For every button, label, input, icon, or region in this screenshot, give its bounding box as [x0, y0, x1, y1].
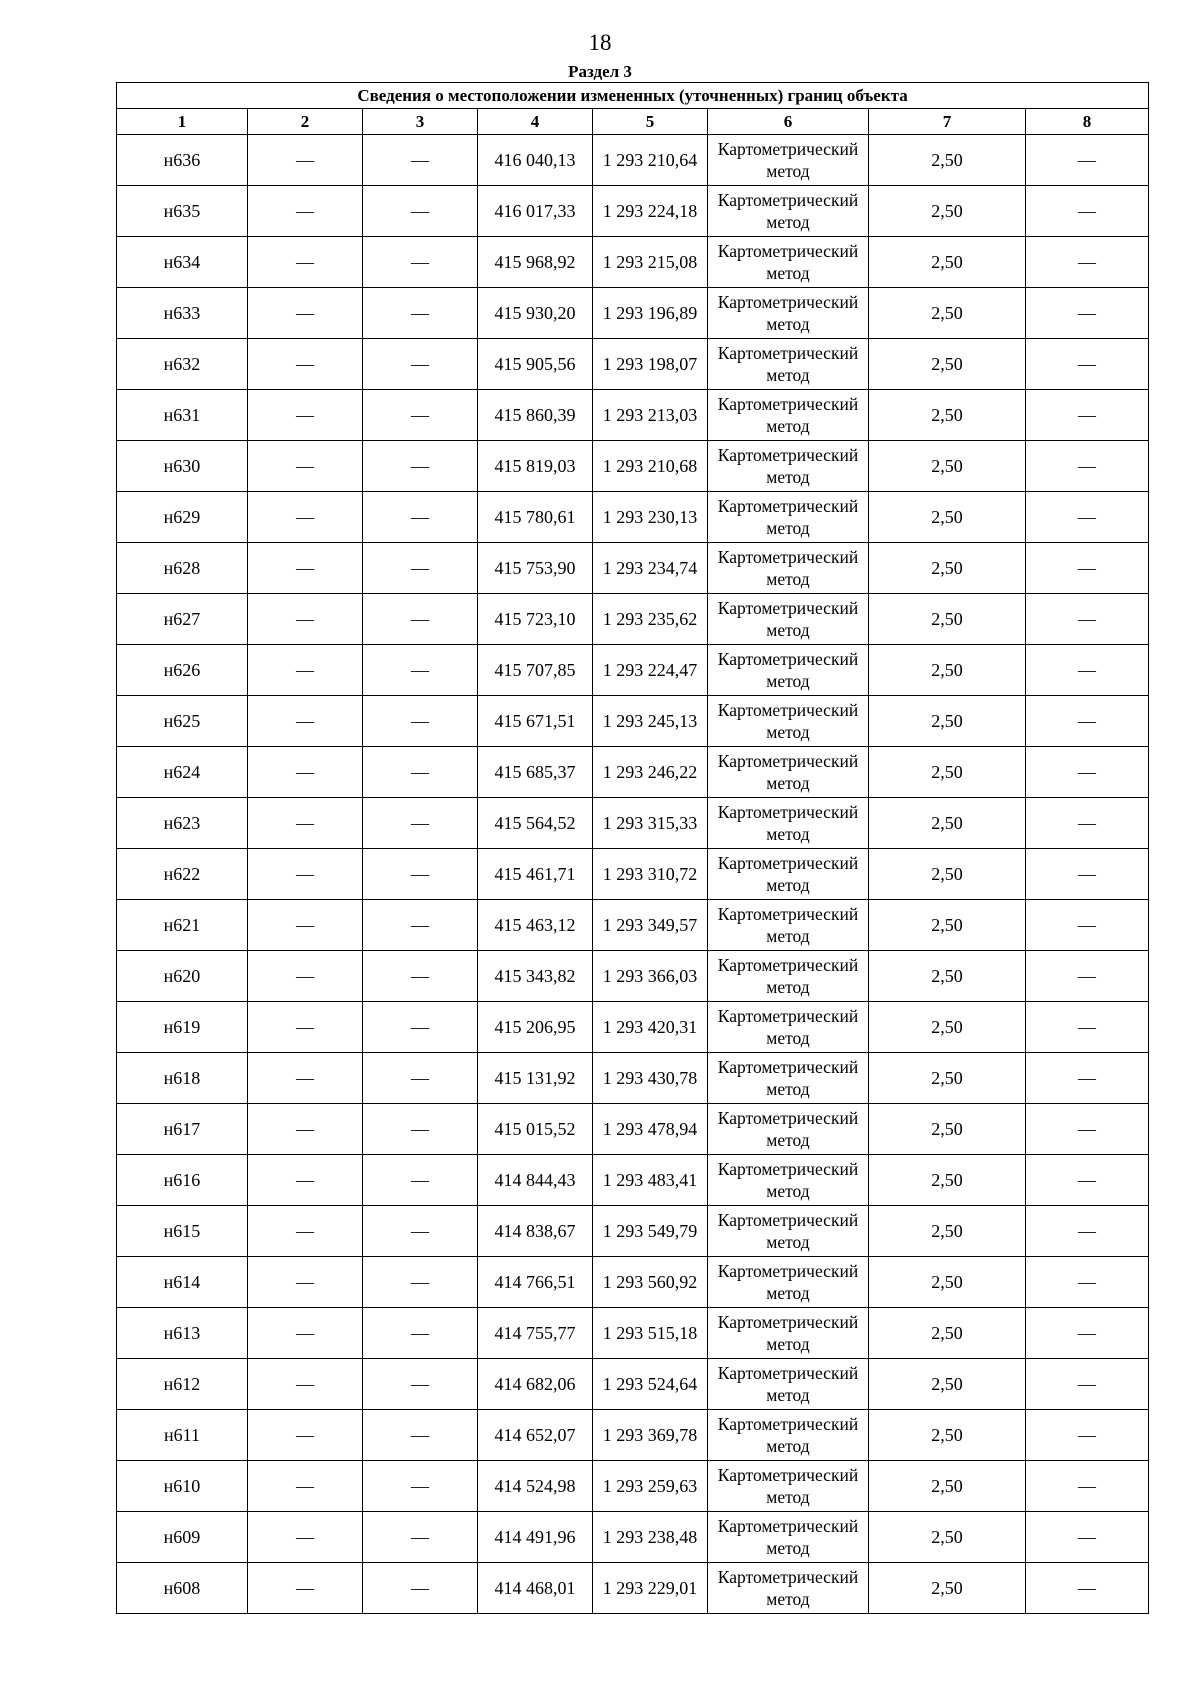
column-3-cell: —	[363, 900, 478, 951]
point-number-cell: н631	[117, 390, 248, 441]
point-number-cell: н634	[117, 237, 248, 288]
accuracy-cell: 2,50	[869, 1563, 1026, 1614]
table-row	[117, 747, 1149, 798]
point-number-cell: н632	[117, 339, 248, 390]
point-number-cell: н614	[117, 1257, 248, 1308]
x-coordinate-cell: 414 468,01	[478, 1563, 593, 1614]
x-coordinate-cell: 414 682,06	[478, 1359, 593, 1410]
column-3-cell: —	[363, 339, 478, 390]
point-number-cell: н612	[117, 1359, 248, 1410]
point-number-cell: н615	[117, 1206, 248, 1257]
column-2-cell: —	[248, 1359, 363, 1410]
table-caption-row	[117, 83, 1149, 109]
point-number-cell: н636	[117, 135, 248, 186]
accuracy-cell: 2,50	[869, 1257, 1026, 1308]
point-number-cell: н627	[117, 594, 248, 645]
x-coordinate-cell: 416 040,13	[478, 135, 593, 186]
column-8-cell: —	[1026, 237, 1149, 288]
method-cell: Картометрический метод	[708, 1257, 869, 1308]
x-coordinate-cell: 414 838,67	[478, 1206, 593, 1257]
column-number: 2	[248, 109, 363, 135]
column-2-cell: —	[248, 747, 363, 798]
method-cell: Картометрический метод	[708, 1308, 869, 1359]
column-3-cell: —	[363, 849, 478, 900]
section-title: Раздел 3	[568, 62, 632, 81]
point-number-cell: н619	[117, 1002, 248, 1053]
x-coordinate-cell: 415 968,92	[478, 237, 593, 288]
column-8-cell: —	[1026, 441, 1149, 492]
column-2-cell: —	[248, 1563, 363, 1614]
accuracy-cell: 2,50	[869, 1155, 1026, 1206]
x-coordinate-cell: 415 131,92	[478, 1053, 593, 1104]
column-3-cell: —	[363, 441, 478, 492]
table-row	[117, 1257, 1149, 1308]
y-coordinate-cell: 1 293 246,22	[593, 747, 708, 798]
accuracy-cell: 2,50	[869, 1410, 1026, 1461]
column-8-cell: —	[1026, 492, 1149, 543]
x-coordinate-cell: 415 463,12	[478, 900, 593, 951]
table-row	[117, 339, 1149, 390]
y-coordinate-cell: 1 293 235,62	[593, 594, 708, 645]
column-8-cell: —	[1026, 1155, 1149, 1206]
y-coordinate-cell: 1 293 259,63	[593, 1461, 708, 1512]
column-3-cell: —	[363, 1410, 478, 1461]
page-number: 18	[588, 30, 612, 55]
x-coordinate-cell: 414 844,43	[478, 1155, 593, 1206]
table-row	[117, 1410, 1149, 1461]
y-coordinate-cell: 1 293 515,18	[593, 1308, 708, 1359]
column-3-cell: —	[363, 645, 478, 696]
table-row	[117, 696, 1149, 747]
column-2-cell: —	[248, 900, 363, 951]
table-row	[117, 645, 1149, 696]
method-cell: Картометрический метод	[708, 492, 869, 543]
column-8-cell: —	[1026, 798, 1149, 849]
x-coordinate-cell: 414 524,98	[478, 1461, 593, 1512]
accuracy-cell: 2,50	[869, 1461, 1026, 1512]
x-coordinate-cell: 415 671,51	[478, 696, 593, 747]
column-number: 7	[869, 109, 1026, 135]
accuracy-cell: 2,50	[869, 747, 1026, 798]
accuracy-cell: 2,50	[869, 543, 1026, 594]
y-coordinate-cell: 1 293 483,41	[593, 1155, 708, 1206]
column-3-cell: —	[363, 543, 478, 594]
y-coordinate-cell: 1 293 245,13	[593, 696, 708, 747]
method-cell: Картометрический метод	[708, 543, 869, 594]
method-cell: Картометрический метод	[708, 1359, 869, 1410]
method-cell: Картометрический метод	[708, 951, 869, 1002]
column-8-cell: —	[1026, 1206, 1149, 1257]
column-3-cell: —	[363, 1512, 478, 1563]
table-row	[117, 849, 1149, 900]
method-cell: Картометрический метод	[708, 645, 869, 696]
accuracy-cell: 2,50	[869, 339, 1026, 390]
x-coordinate-cell: 415 015,52	[478, 1104, 593, 1155]
column-numbers-row	[117, 109, 1149, 135]
column-2-cell: —	[248, 1155, 363, 1206]
column-2-cell: —	[248, 798, 363, 849]
column-8-cell: —	[1026, 1053, 1149, 1104]
column-3-cell: —	[363, 594, 478, 645]
point-number-cell: н633	[117, 288, 248, 339]
column-2-cell: —	[248, 1410, 363, 1461]
table-row	[117, 1512, 1149, 1563]
column-2-cell: —	[248, 1512, 363, 1563]
column-3-cell: —	[363, 696, 478, 747]
column-2-cell: —	[248, 237, 363, 288]
column-3-cell: —	[363, 798, 478, 849]
method-cell: Картометрический метод	[708, 1512, 869, 1563]
column-3-cell: —	[363, 237, 478, 288]
column-8-cell: —	[1026, 1308, 1149, 1359]
column-8-cell: —	[1026, 1359, 1149, 1410]
accuracy-cell: 2,50	[869, 492, 1026, 543]
point-number-cell: н626	[117, 645, 248, 696]
x-coordinate-cell: 415 753,90	[478, 543, 593, 594]
table-row	[117, 951, 1149, 1002]
accuracy-cell: 2,50	[869, 1206, 1026, 1257]
column-8-cell: —	[1026, 390, 1149, 441]
y-coordinate-cell: 1 293 198,07	[593, 339, 708, 390]
y-coordinate-cell: 1 293 213,03	[593, 390, 708, 441]
table-row	[117, 1359, 1149, 1410]
column-8-cell: —	[1026, 1257, 1149, 1308]
x-coordinate-cell: 415 780,61	[478, 492, 593, 543]
table-row	[117, 1104, 1149, 1155]
column-number: 1	[117, 109, 248, 135]
table-caption: Сведения о местоположении измененных (уточненных) границ объекта	[117, 83, 1149, 109]
point-number-cell: н616	[117, 1155, 248, 1206]
y-coordinate-cell: 1 293 315,33	[593, 798, 708, 849]
y-coordinate-cell: 1 293 560,92	[593, 1257, 708, 1308]
accuracy-cell: 2,50	[869, 1002, 1026, 1053]
table-row	[117, 900, 1149, 951]
column-2-cell: —	[248, 186, 363, 237]
accuracy-cell: 2,50	[869, 186, 1026, 237]
x-coordinate-cell: 414 755,77	[478, 1308, 593, 1359]
table-row	[117, 237, 1149, 288]
y-coordinate-cell: 1 293 420,31	[593, 1002, 708, 1053]
accuracy-cell: 2,50	[869, 1359, 1026, 1410]
method-cell: Картометрический метод	[708, 441, 869, 492]
y-coordinate-cell: 1 293 229,01	[593, 1563, 708, 1614]
column-number: 3	[363, 109, 478, 135]
column-8-cell: —	[1026, 849, 1149, 900]
y-coordinate-cell: 1 293 549,79	[593, 1206, 708, 1257]
column-2-cell: —	[248, 696, 363, 747]
point-number-cell: н611	[117, 1410, 248, 1461]
table-row	[117, 1308, 1149, 1359]
y-coordinate-cell: 1 293 349,57	[593, 900, 708, 951]
x-coordinate-cell: 415 685,37	[478, 747, 593, 798]
method-cell: Картометрический метод	[708, 1206, 869, 1257]
method-cell: Картометрический метод	[708, 186, 869, 237]
x-coordinate-cell: 414 652,07	[478, 1410, 593, 1461]
method-cell: Картометрический метод	[708, 1563, 869, 1614]
table-row	[117, 594, 1149, 645]
column-2-cell: —	[248, 492, 363, 543]
method-cell: Картометрический метод	[708, 1155, 869, 1206]
accuracy-cell: 2,50	[869, 390, 1026, 441]
column-8-cell: —	[1026, 1563, 1149, 1614]
y-coordinate-cell: 1 293 210,68	[593, 441, 708, 492]
x-coordinate-cell: 415 206,95	[478, 1002, 593, 1053]
point-number-cell: н622	[117, 849, 248, 900]
column-2-cell: —	[248, 1308, 363, 1359]
x-coordinate-cell: 415 860,39	[478, 390, 593, 441]
column-2-cell: —	[248, 951, 363, 1002]
method-cell: Картометрический метод	[708, 1410, 869, 1461]
column-3-cell: —	[363, 747, 478, 798]
y-coordinate-cell: 1 293 366,03	[593, 951, 708, 1002]
column-number: 4	[478, 109, 593, 135]
method-cell: Картометрический метод	[708, 849, 869, 900]
y-coordinate-cell: 1 293 224,18	[593, 186, 708, 237]
column-2-cell: —	[248, 1002, 363, 1053]
column-2-cell: —	[248, 594, 363, 645]
point-number-cell: н613	[117, 1308, 248, 1359]
y-coordinate-cell: 1 293 478,94	[593, 1104, 708, 1155]
method-cell: Картометрический метод	[708, 798, 869, 849]
table-row	[117, 288, 1149, 339]
column-2-cell: —	[248, 1461, 363, 1512]
accuracy-cell: 2,50	[869, 798, 1026, 849]
column-3-cell: —	[363, 390, 478, 441]
point-number-cell: н629	[117, 492, 248, 543]
x-coordinate-cell: 415 707,85	[478, 645, 593, 696]
accuracy-cell: 2,50	[869, 594, 1026, 645]
column-8-cell: —	[1026, 645, 1149, 696]
column-8-cell: —	[1026, 1002, 1149, 1053]
accuracy-cell: 2,50	[869, 900, 1026, 951]
accuracy-cell: 2,50	[869, 135, 1026, 186]
x-coordinate-cell: 415 343,82	[478, 951, 593, 1002]
accuracy-cell: 2,50	[869, 1308, 1026, 1359]
table-row	[117, 1563, 1149, 1614]
y-coordinate-cell: 1 293 224,47	[593, 645, 708, 696]
table-row	[117, 543, 1149, 594]
method-cell: Картометрический метод	[708, 237, 869, 288]
column-3-cell: —	[363, 1563, 478, 1614]
method-cell: Картометрический метод	[708, 1104, 869, 1155]
column-2-cell: —	[248, 339, 363, 390]
y-coordinate-cell: 1 293 210,64	[593, 135, 708, 186]
column-8-cell: —	[1026, 288, 1149, 339]
accuracy-cell: 2,50	[869, 1512, 1026, 1563]
column-number: 8	[1026, 109, 1149, 135]
column-3-cell: —	[363, 1359, 478, 1410]
method-cell: Картометрический метод	[708, 339, 869, 390]
column-2-cell: —	[248, 645, 363, 696]
column-3-cell: —	[363, 1257, 478, 1308]
column-2-cell: —	[248, 390, 363, 441]
method-cell: Картометрический метод	[708, 594, 869, 645]
column-2-cell: —	[248, 1104, 363, 1155]
point-number-cell: н617	[117, 1104, 248, 1155]
column-3-cell: —	[363, 1155, 478, 1206]
method-cell: Картометрический метод	[708, 390, 869, 441]
column-8-cell: —	[1026, 1104, 1149, 1155]
method-cell: Картометрический метод	[708, 288, 869, 339]
x-coordinate-cell: 416 017,33	[478, 186, 593, 237]
method-cell: Картометрический метод	[708, 747, 869, 798]
table-row	[117, 1155, 1149, 1206]
column-2-cell: —	[248, 1053, 363, 1104]
column-8-cell: —	[1026, 1410, 1149, 1461]
method-cell: Картометрический метод	[708, 900, 869, 951]
point-number-cell: н628	[117, 543, 248, 594]
accuracy-cell: 2,50	[869, 951, 1026, 1002]
accuracy-cell: 2,50	[869, 237, 1026, 288]
column-2-cell: —	[248, 288, 363, 339]
x-coordinate-cell: 415 723,10	[478, 594, 593, 645]
column-8-cell: —	[1026, 594, 1149, 645]
column-3-cell: —	[363, 135, 478, 186]
table-row	[117, 441, 1149, 492]
column-8-cell: —	[1026, 951, 1149, 1002]
column-8-cell: —	[1026, 747, 1149, 798]
point-number-cell: н610	[117, 1461, 248, 1512]
table-row	[117, 186, 1149, 237]
column-3-cell: —	[363, 1053, 478, 1104]
column-8-cell: —	[1026, 696, 1149, 747]
point-number-cell: н624	[117, 747, 248, 798]
column-3-cell: —	[363, 1002, 478, 1053]
y-coordinate-cell: 1 293 238,48	[593, 1512, 708, 1563]
column-8-cell: —	[1026, 339, 1149, 390]
accuracy-cell: 2,50	[869, 1053, 1026, 1104]
y-coordinate-cell: 1 293 369,78	[593, 1410, 708, 1461]
column-2-cell: —	[248, 1257, 363, 1308]
column-3-cell: —	[363, 1104, 478, 1155]
x-coordinate-cell: 415 461,71	[478, 849, 593, 900]
column-3-cell: —	[363, 1461, 478, 1512]
table-row	[117, 1206, 1149, 1257]
table-row	[117, 390, 1149, 441]
y-coordinate-cell: 1 293 524,64	[593, 1359, 708, 1410]
table-row	[117, 1053, 1149, 1104]
accuracy-cell: 2,50	[869, 1104, 1026, 1155]
x-coordinate-cell: 415 819,03	[478, 441, 593, 492]
column-2-cell: —	[248, 849, 363, 900]
point-number-cell: н609	[117, 1512, 248, 1563]
boundary-coordinates-table	[116, 82, 1149, 1614]
column-3-cell: —	[363, 1308, 478, 1359]
point-number-cell: н608	[117, 1563, 248, 1614]
column-number: 5	[593, 109, 708, 135]
y-coordinate-cell: 1 293 215,08	[593, 237, 708, 288]
column-3-cell: —	[363, 288, 478, 339]
method-cell: Картометрический метод	[708, 696, 869, 747]
column-8-cell: —	[1026, 543, 1149, 594]
y-coordinate-cell: 1 293 310,72	[593, 849, 708, 900]
method-cell: Картометрический метод	[708, 1002, 869, 1053]
x-coordinate-cell: 415 905,56	[478, 339, 593, 390]
point-number-cell: н625	[117, 696, 248, 747]
point-number-cell: н623	[117, 798, 248, 849]
column-2-cell: —	[248, 135, 363, 186]
column-8-cell: —	[1026, 1461, 1149, 1512]
column-3-cell: —	[363, 186, 478, 237]
method-cell: Картометрический метод	[708, 1053, 869, 1104]
x-coordinate-cell: 414 766,51	[478, 1257, 593, 1308]
point-number-cell: н635	[117, 186, 248, 237]
y-coordinate-cell: 1 293 230,13	[593, 492, 708, 543]
column-3-cell: —	[363, 1206, 478, 1257]
table-row	[117, 492, 1149, 543]
method-cell: Картометрический метод	[708, 135, 869, 186]
accuracy-cell: 2,50	[869, 441, 1026, 492]
accuracy-cell: 2,50	[869, 849, 1026, 900]
point-number-cell: н630	[117, 441, 248, 492]
point-number-cell: н618	[117, 1053, 248, 1104]
point-number-cell: н620	[117, 951, 248, 1002]
y-coordinate-cell: 1 293 196,89	[593, 288, 708, 339]
column-2-cell: —	[248, 543, 363, 594]
x-coordinate-cell: 414 491,96	[478, 1512, 593, 1563]
column-number: 6	[708, 109, 869, 135]
table-body	[117, 83, 1149, 1614]
table-row	[117, 798, 1149, 849]
x-coordinate-cell: 415 930,20	[478, 288, 593, 339]
point-number-cell: н621	[117, 900, 248, 951]
accuracy-cell: 2,50	[869, 288, 1026, 339]
column-8-cell: —	[1026, 135, 1149, 186]
accuracy-cell: 2,50	[869, 645, 1026, 696]
table-row	[117, 1461, 1149, 1512]
column-8-cell: —	[1026, 1512, 1149, 1563]
column-2-cell: —	[248, 441, 363, 492]
y-coordinate-cell: 1 293 430,78	[593, 1053, 708, 1104]
column-3-cell: —	[363, 951, 478, 1002]
method-cell: Картометрический метод	[708, 1461, 869, 1512]
table-row	[117, 1002, 1149, 1053]
y-coordinate-cell: 1 293 234,74	[593, 543, 708, 594]
column-3-cell: —	[363, 492, 478, 543]
accuracy-cell: 2,50	[869, 696, 1026, 747]
table-row	[117, 135, 1149, 186]
column-2-cell: —	[248, 1206, 363, 1257]
x-coordinate-cell: 415 564,52	[478, 798, 593, 849]
column-8-cell: —	[1026, 900, 1149, 951]
column-8-cell: —	[1026, 186, 1149, 237]
